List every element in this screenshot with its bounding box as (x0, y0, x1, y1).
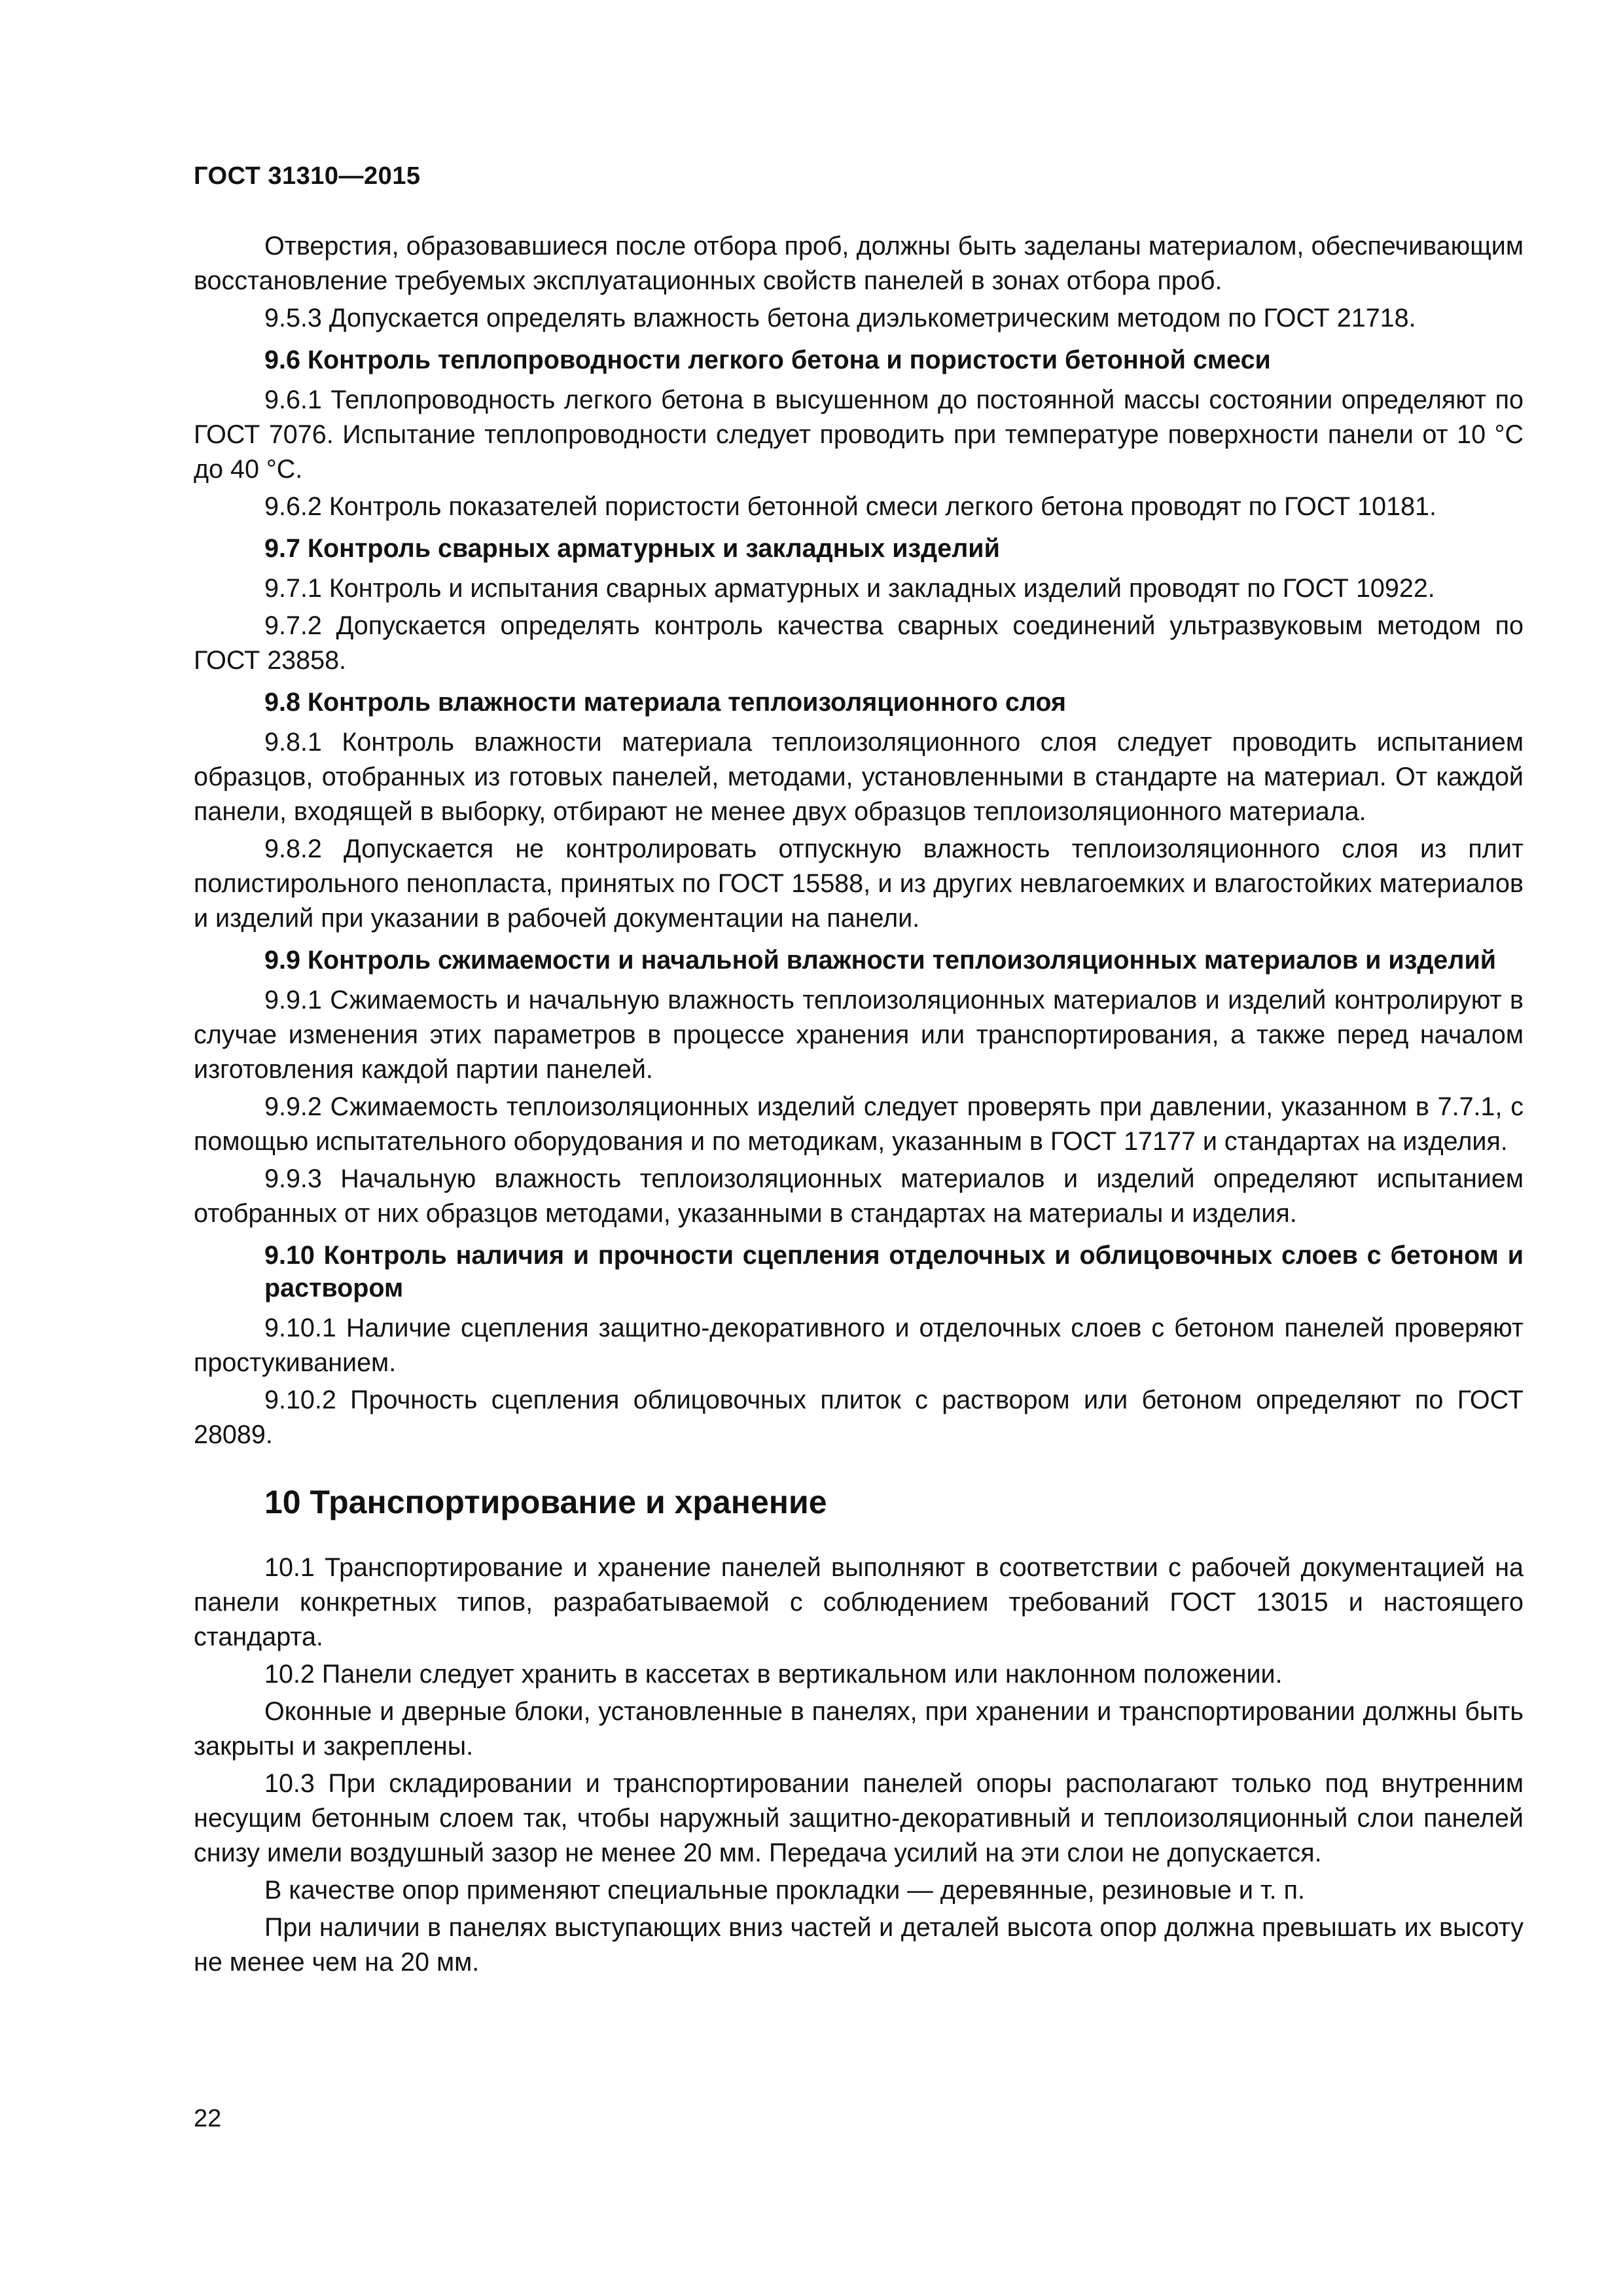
paragraph: 9.7.1 Контроль и испытания сварных арматурных и закладных изделий проводят по ГОСТ 10922. (264, 574, 1435, 603)
paragraph: 9.9.3 Начальную влажность теплоизоляционных материалов и изделий определяют испытанием отобранных от них образцов методами, указанными в стандартах на материалы и изделия. (194, 1164, 1524, 1228)
section-heading: 9.10 Контроль наличия и прочности сцепления отделочных и облицовочных слоев с бетоном и раствором (264, 1241, 1524, 1302)
paragraph: 10.1 Транспортирование и хранение панелей выполняют в соответствии с рабочей документацией на панели конкретных типов, разрабатываемой с соблюдением требований ГОСТ 13015 и настоящего стандарта. (194, 1553, 1524, 1651)
document-body (194, 229, 1524, 1982)
paragraph: 9.10.1 Наличие сцепления защитно-декоративного и отделочных слоев с бетоном панелей проверяют простукиванием. (194, 1314, 1524, 1377)
page-number: 22 (194, 2105, 222, 2132)
paragraph: 9.9.1 Сжимаемость и начальную влажность теплоизоляционных материалов и изделий контролируют в случае изменения этих параметров в процессе хранения или транспортирования, а также перед началом изготовления каждой партии панелей. (194, 986, 1524, 1084)
paragraph: 9.5.3 Допускается определять влажность бетона диэлькометрическим методом по ГОСТ 21718. (264, 304, 1416, 332)
section-heading: 9.8 Контроль влажности материала теплоизоляционного слоя (264, 688, 1067, 717)
paragraph: 9.6.1 Теплопроводность легкого бетона в высушенном до постоянной массы состоянии определяют по ГОСТ 7076. Испытание теплопроводности следует проводить при температуре поверхности панели от 10 °С до 40 °С. (194, 386, 1524, 484)
paragraph: 9.8.2 Допускается не контролировать отпускную влажность теплоизоляционного слоя из плит полистирольного пенопласта, принятых по ГОСТ 15588, и из других невлагоемких и влагостойких материалов и изделий при указании в рабочей документации на панели. (194, 834, 1524, 933)
paragraph: Оконные и дверные блоки, установленные в панелях, при хранении и транспортировании должны быть закрыты и закреплены. (194, 1697, 1524, 1761)
paragraph: 9.7.2 Допускается определять контроль качества сварных соединений ультразвуковым методом по ГОСТ 23858. (194, 611, 1524, 675)
paragraph: 9.9.2 Сжимаемость теплоизоляционных изделий следует проверять при давлении, указанном в 7.7.1, с помощью испытательного оборудования и по методикам, указанным в ГОСТ 17177 и стандартах на изделия. (194, 1092, 1524, 1156)
paragraph: 9.8.1 Контроль влажности материала теплоизоляционного слоя следует проводить испытанием образцов, отобранных из готовых панелей, методами, установленными в стандарте на материал. От каждой панели, входящей в выборку, отбирают не менее двух образцов теплоизоляционного материала. (194, 728, 1524, 826)
paragraph: При наличии в панелях выступающих вниз частей и деталей высота опор должна превышать их высоту не менее чем на 20 мм. (194, 1913, 1524, 1977)
paragraph: Отверстия, образовавшиеся после отбора проб, должны быть заделаны материалом, обеспечивающим восстановление требуемых эксплуатационных свойств панелей в зонах отбора проб. (194, 232, 1524, 295)
document-page (194, 0, 1524, 2296)
paragraph: 10.2 Панели следует хранить в кассетах в вертикальном или наклонном положении. (264, 1660, 1283, 1689)
document-header: ГОСТ 31310—2015 (194, 162, 421, 190)
paragraph: В качестве опор применяют специальные прокладки — деревянные, резиновые и т. п. (264, 1876, 1305, 1905)
paragraph: 9.10.2 Прочность сцепления облицовочных плиток с раствором или бетоном определяют по ГОСТ 28089. (194, 1386, 1524, 1449)
section-heading: 9.7 Контроль сварных арматурных и закладных изделий (264, 534, 1000, 563)
chapter-heading: 10 Транспортирование и хранение (264, 1484, 827, 1520)
paragraph: 9.6.2 Контроль показателей пористости бетонной смеси легкого бетона проводят по ГОСТ 10181. (264, 492, 1437, 521)
paragraph: 10.3 При складировании и транспортировании панелей опоры располагают только под внутренним несущим бетонным слоем так, чтобы наружный защитно-декоративный и теплоизоляционный слои панелей снизу имели воздушный зазор не менее 20 мм. Передача усилий на эти слои не допускается. (194, 1769, 1524, 1867)
section-heading: 9.6 Контроль теплопроводности легкого бетона и пористости бетонной смеси (264, 346, 1271, 374)
section-heading: 9.9 Контроль сжимаемости и начальной влажности теплоизоляционных материалов и изделий (264, 946, 1497, 975)
